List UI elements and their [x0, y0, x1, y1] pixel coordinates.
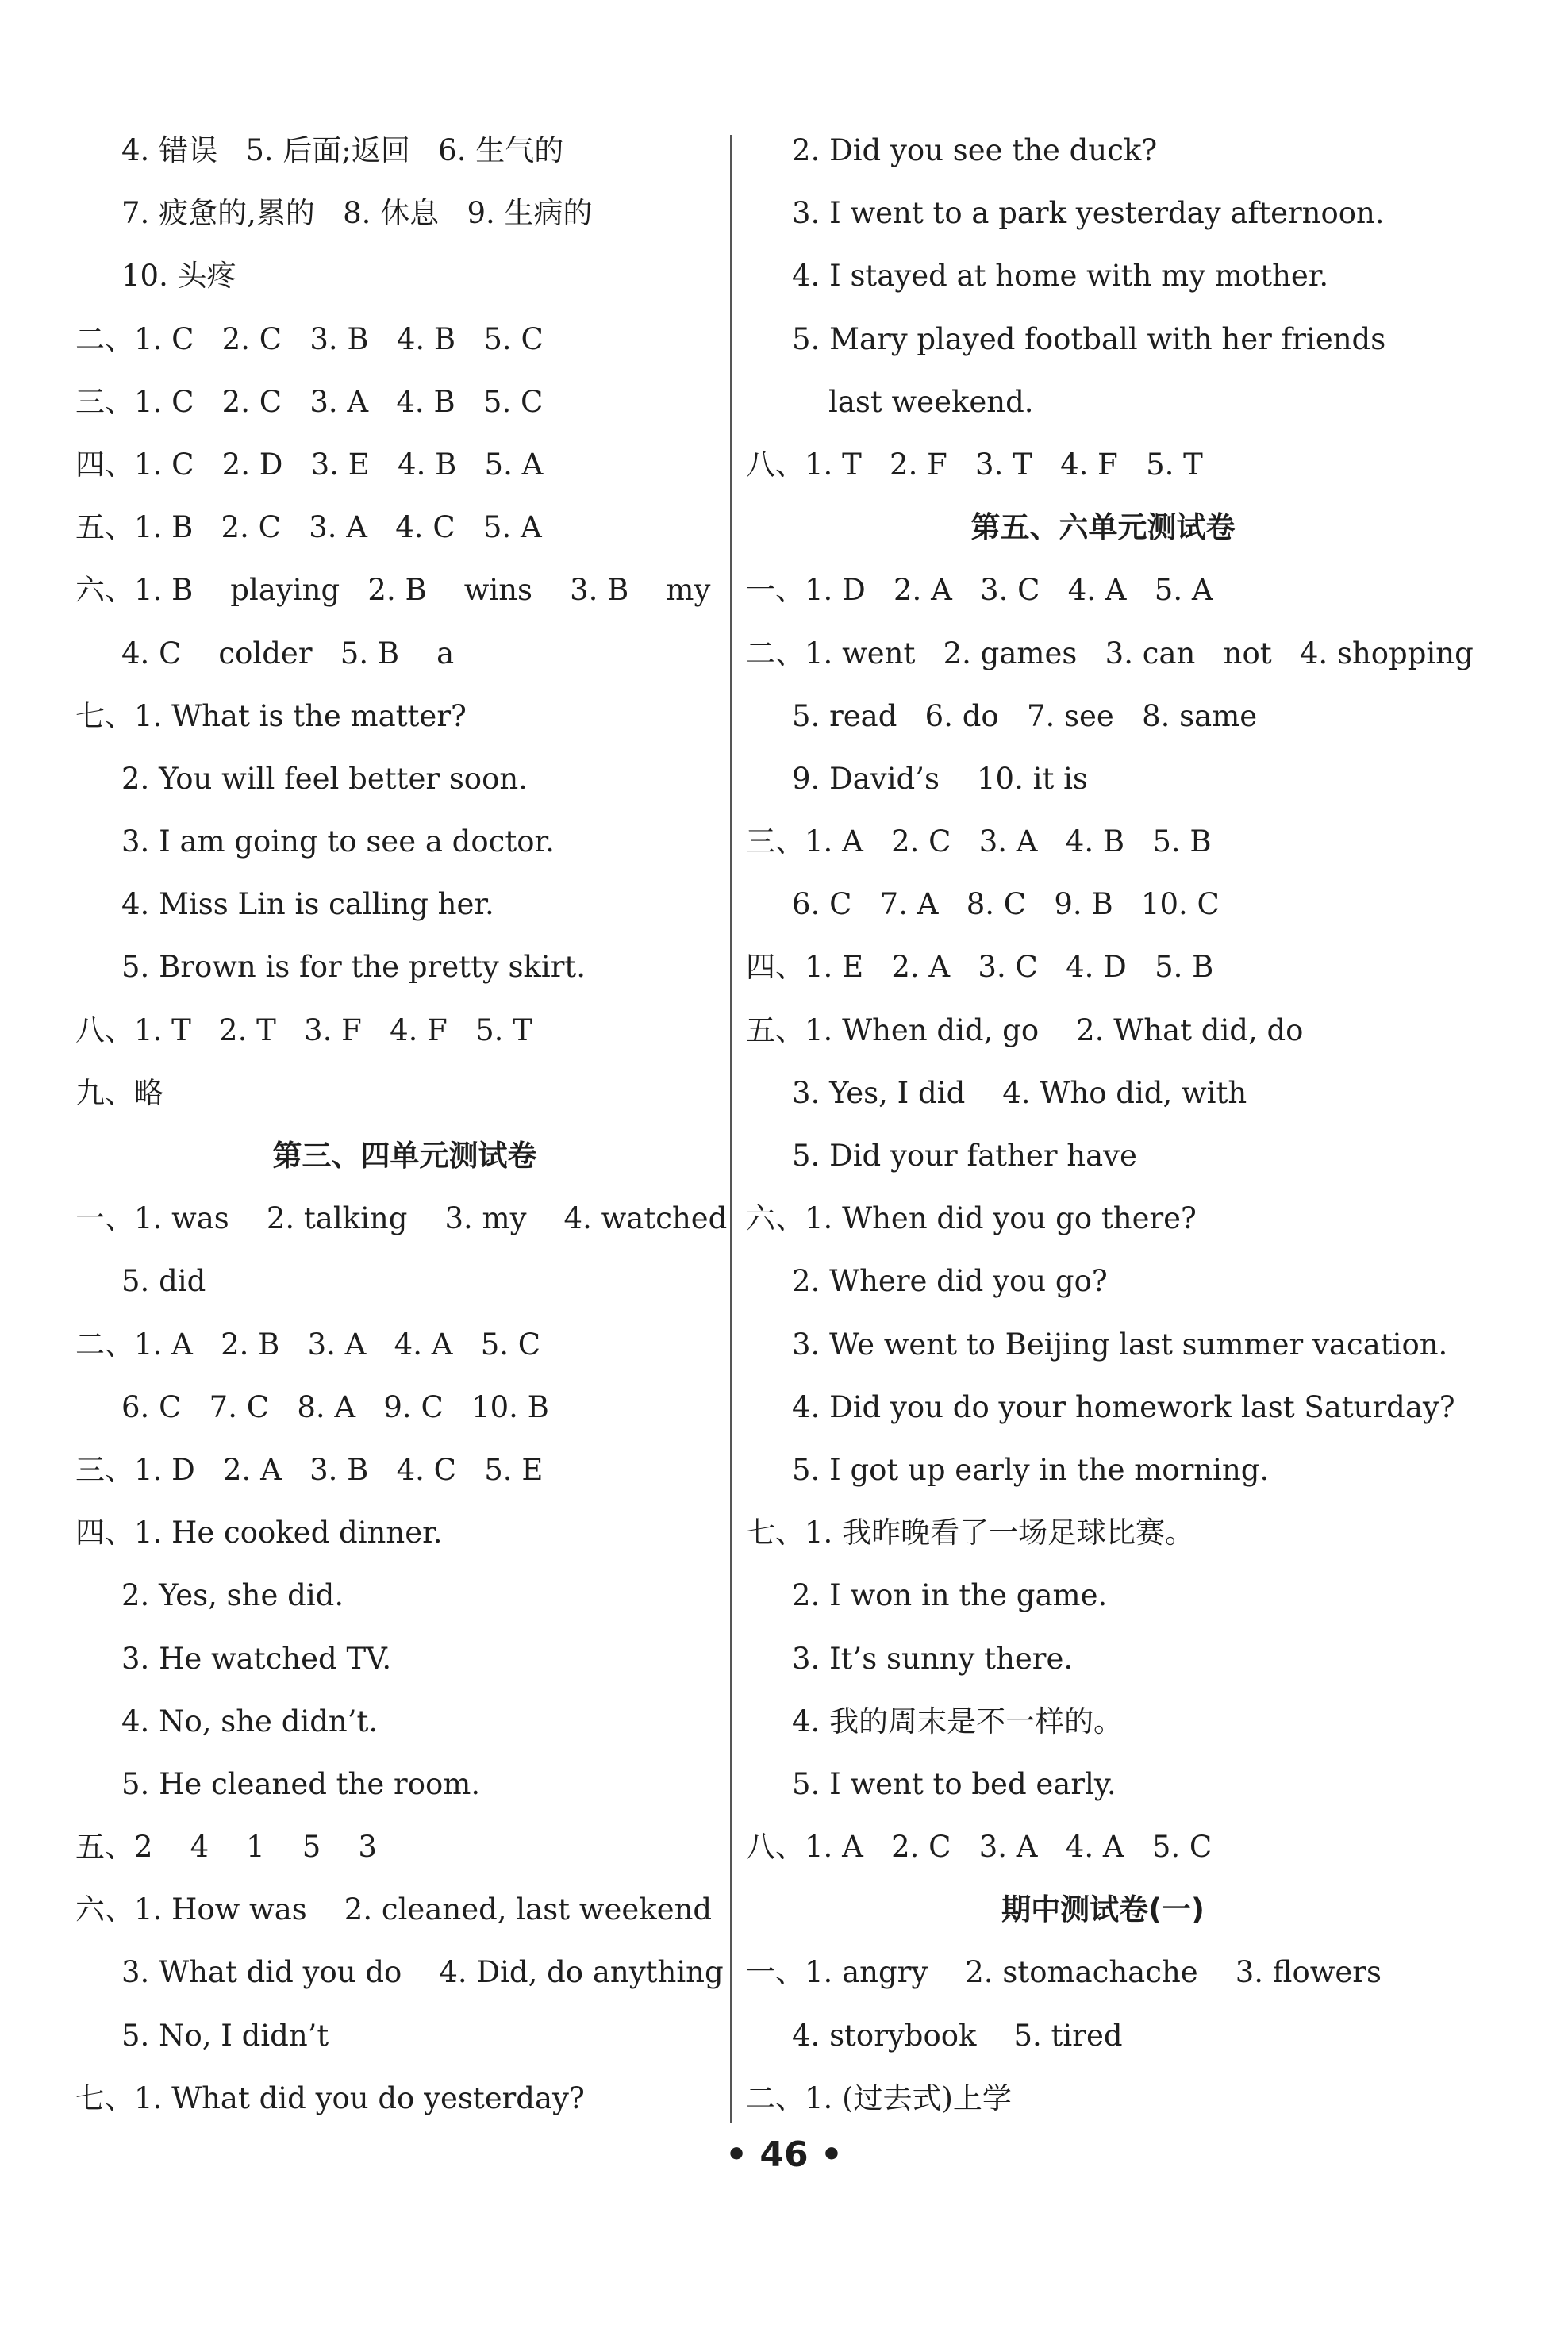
answer-line: 一、1. was 2. talking 3. my 4. watched: [75, 1201, 728, 1236]
answer-line: 三、1. D 2. A 3. B 4. C 5. E: [75, 1452, 544, 1487]
answer-line: 五、1. When did, go 2. What did, do: [746, 1012, 1304, 1047]
answer-line: last weekend.: [828, 384, 1034, 419]
answer-line: 六、1. When did you go there?: [746, 1201, 1197, 1236]
answer-line: 五、2 4 1 5 3: [75, 1830, 377, 1865]
answer-line: 3. I am going to see a doctor.: [121, 824, 555, 859]
answer-line: 5. read 6. do 7. see 8. same: [792, 698, 1258, 733]
answer-line: 二、1. A 2. B 3. A 4. A 5. C: [75, 1327, 541, 1362]
answer-line: 2. Yes, she did.: [121, 1578, 344, 1613]
answer-line: 四、1. He cooked dinner.: [75, 1516, 443, 1550]
answer-line: 九、略: [75, 1075, 163, 1110]
answer-line: 7. 疲惫的,累的 8. 休息 9. 生病的: [121, 196, 593, 231]
answer-line: 4. C colder 5. B a: [121, 636, 455, 670]
answer-line: 一、1. angry 2. stomachache 3. flowers: [746, 1955, 1382, 1990]
answer-line: 七、1. 我昨晚看了一场足球比赛。: [746, 1516, 1195, 1550]
answer-line: 5. He cleaned the room.: [121, 1766, 481, 1801]
right-column: [746, 119, 1474, 2130]
answer-line: 6. C 7. C 8. A 9. C 10. B: [121, 1389, 549, 1424]
answer-line: 四、1. E 2. A 3. C 4. D 5. B: [746, 950, 1214, 985]
answer-line: 2. Did you see the duck?: [792, 133, 1158, 167]
answer-line: 3. It’s sunny there.: [792, 1641, 1074, 1676]
answer-line: 二、1. (过去式)上学: [746, 2080, 1012, 2115]
answer-line: 9. David’s 10. it is: [792, 761, 1088, 796]
section-heading: 第五、六单元测试卷: [970, 510, 1236, 545]
answer-line: 八、1. T 2. F 3. T 4. F 5. T: [746, 447, 1203, 482]
section-heading: 第三、四单元测试卷: [272, 1139, 537, 1173]
answer-line: 六、1. B playing 2. B wins 3. B my: [75, 573, 711, 608]
answer-line: 4. I stayed at home with my mother.: [792, 259, 1329, 294]
answer-line: 三、1. C 2. C 3. A 4. B 5. C: [75, 384, 544, 419]
answer-line: 二、1. C 2. C 3. B 4. B 5. C: [75, 321, 544, 356]
page-number: • 46 •: [724, 2134, 844, 2175]
answer-line: 4. 错误 5. 后面;返回 6. 生气的: [121, 133, 564, 167]
answer-line: 四、1. C 2. D 3. E 4. B 5. A: [75, 447, 544, 482]
answer-line: 3. He watched TV.: [121, 1641, 392, 1676]
answer-line: 3. We went to Beijing last summer vacation.: [792, 1327, 1448, 1362]
answer-line: 3. What did you do 4. Did, do anything: [121, 1955, 724, 1990]
answer-line: 5. Did your father have: [792, 1139, 1137, 1173]
answer-line: 3. I went to a park yesterday afternoon.: [792, 196, 1385, 231]
answer-line: 六、1. How was 2. cleaned, last weekend: [75, 1892, 713, 1927]
answer-line: 3. Yes, I did 4. Who did, with: [792, 1075, 1247, 1110]
answer-line: 5. Mary played football with her friends: [792, 321, 1386, 356]
answer-line: 八、1. A 2. C 3. A 4. A 5. C: [746, 1830, 1213, 1865]
answer-line: 三、1. A 2. C 3. A 4. B 5. B: [746, 824, 1212, 859]
answer-line: 4. Miss Lin is calling her.: [121, 887, 494, 922]
answer-line: 5. I went to bed early.: [792, 1766, 1116, 1801]
answer-line: 2. You will feel better soon.: [121, 761, 528, 796]
answer-line: 4. 我的周末是不一样的。: [792, 1704, 1124, 1738]
answer-line: 5. did: [121, 1264, 206, 1299]
left-column: [75, 119, 734, 2130]
answer-line: 6. C 7. A 8. C 9. B 10. C: [792, 887, 1220, 922]
answer-line: 八、1. T 2. T 3. F 4. F 5. T: [75, 1012, 532, 1047]
answer-line: 2. I won in the game.: [792, 1578, 1108, 1613]
column-divider: [730, 135, 732, 2123]
answer-line: 2. Where did you go?: [792, 1264, 1108, 1299]
answer-line: 10. 头疼: [121, 259, 236, 294]
answer-line: 二、1. went 2. games 3. can not 4. shopping: [746, 636, 1474, 670]
answer-line: 5. I got up early in the morning.: [792, 1452, 1270, 1487]
answer-line: 4. Did you do your homework last Saturday?: [792, 1389, 1455, 1424]
section-heading: 期中测试卷(一): [1001, 1892, 1205, 1927]
answer-line: 4. No, she didn’t.: [121, 1704, 379, 1738]
answer-line: 七、1. What did you do yesterday?: [75, 2080, 585, 2115]
answer-line: 五、1. B 2. C 3. A 4. C 5. A: [75, 510, 542, 545]
answer-line: 5. Brown is for the pretty skirt.: [121, 950, 586, 985]
answer-line: 七、1. What is the matter?: [75, 698, 467, 733]
answer-line: 一、1. D 2. A 3. C 4. A 5. A: [746, 573, 1213, 608]
answer-line: 4. storybook 5. tired: [792, 2018, 1123, 2053]
answer-line: 5. No, I didn’t: [121, 2018, 329, 2053]
